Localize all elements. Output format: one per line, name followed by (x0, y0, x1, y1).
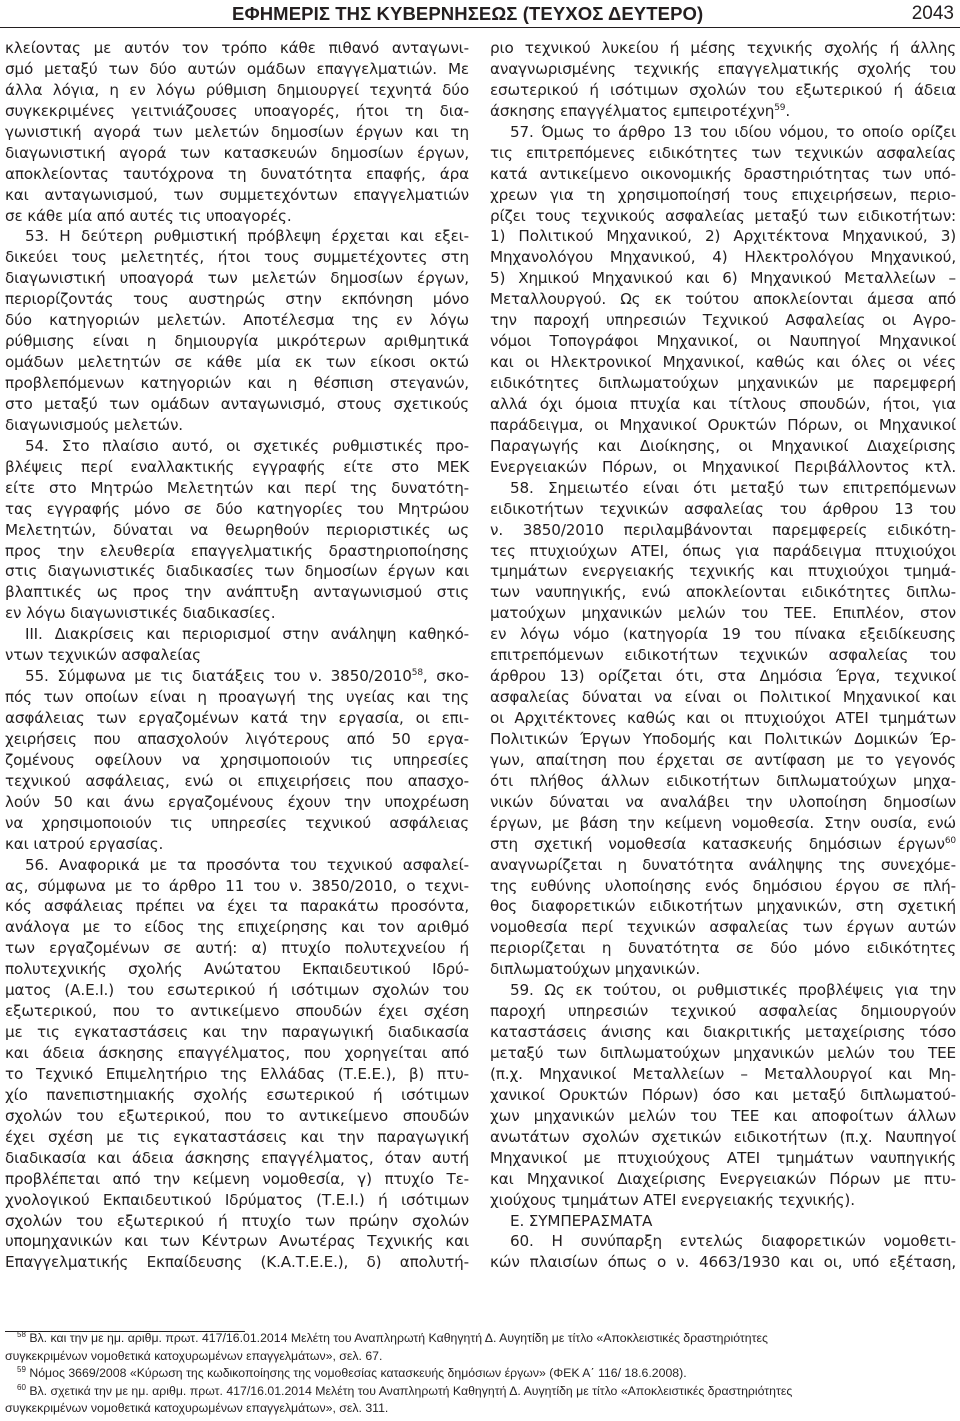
gazette-title: ΕΦΗΜΕΡΙΣ ΤΗΣ ΚΥΒΕΡΝΗΣΕΩΣ (ΤΕΥΧΟΣ ΔΕΥΤΕΡΟ) (232, 3, 704, 24)
text-line (490, 331, 956, 352)
text-line (490, 415, 956, 436)
text-line-content: ασφάλειας των εργαζομένων κατά την εργασία, οι επι- (5, 709, 469, 727)
text-line (490, 373, 956, 394)
text-line (5, 729, 469, 750)
text-line (490, 603, 956, 624)
text-line (5, 520, 469, 541)
text-line-content: ματούχων μηχανικών μελών του ΤΕΕ. Επιπλέον, στον (490, 604, 956, 623)
text-line-content: κατά αντικείμενο οικονομικής δραστηριότητας των υπό- (490, 164, 956, 183)
footnote-number: 60 (17, 1382, 26, 1392)
text-line-content: ν. 3850/2010 περιλαμβάνονται παρεμφερείς ειδικότη- (490, 520, 956, 539)
text-line-content: ειδικότητες διπλωματούχων μηχανικών με παρεμφερή (490, 374, 956, 392)
footnote-line (5, 1330, 955, 1348)
text-line (490, 1252, 956, 1273)
text-line (5, 1085, 469, 1106)
text-line (5, 980, 469, 1001)
text-line (5, 415, 469, 436)
text-line-content: καταστάσεις άνισης και διακριτικής μεταχείρισης τόσο (490, 1023, 956, 1042)
text-line-content: σμό μεταξύ των δύο αυτών ομάδων επαγγελματιών. Με (5, 59, 469, 78)
text-line (490, 813, 956, 834)
text-line-content: Επαγγελματικής Εκπαίδευσης (Κ.Α.Τ.Ε.Ε.), δ) απολυτή- (5, 1253, 469, 1272)
footnote-text: συγκεκριμένων νομοθετικά κατοχυρωμένων επαγγελμάτων», σελ. 67. (5, 1348, 383, 1363)
page-header (0, 0, 960, 30)
text-line (5, 1001, 469, 1022)
text-line-content: χειρήσεις που απασχολούν λιγότερους από 50 εργα- (5, 729, 469, 748)
text-line-content: τες πτυχιούχων ΑΤΕΙ, όπως για παράδειγμα πτυχιούχοι (490, 541, 956, 560)
text-line (5, 1169, 469, 1190)
text-line-content: χίο πανεπιστημιακής σχολής εσωτερικού ή ισότιμων (5, 1085, 469, 1104)
text-line-content: χανικοί Ορυκτών Πόρων) όσο και μεταξύ διπλωματού- (490, 1085, 956, 1104)
text-line (490, 938, 956, 959)
text-line-content: προβλεπόμενων κατηγοριών και η θέσπιση στεγανών, (5, 374, 469, 392)
text-line-content: τμημάτων ενεργειακής τεχνικής και πτυχιούχοι τμημά- (490, 562, 956, 581)
text-line-content: 60. Η συνύπαρξη εντελώς διαφορετικών νομοθετι- (510, 1232, 956, 1251)
text-line-content: σχολών του εξωτερικού ή πτυχίο των πρώην σχολών (5, 1211, 469, 1230)
text-line (490, 122, 956, 143)
text-line (490, 185, 956, 206)
text-line (490, 624, 956, 645)
text-line-content: στη σχετική νομοθεσία κατασκευής δημόσιων έργων (490, 834, 945, 853)
text-line (5, 310, 469, 331)
text-line-content: 53. Η δεύτερη ρυθμιστική πρόβλεψη έρχεται και εξει- (25, 227, 469, 246)
text-line (490, 352, 956, 373)
text-line-content: δύο κατηγοριών μελετών. Αποτέλεσμα της εν λόγω (5, 311, 469, 330)
text-line-content: κών πλαισίων όπως ο ν. 4663/1930 και οι, υπό εξέταση, (490, 1253, 956, 1272)
text-line (5, 1148, 469, 1169)
text-line (490, 478, 956, 499)
text-line (490, 834, 956, 855)
text-line (5, 1211, 469, 1232)
text-line-content: ΙΙΙ. Διακρίσεις και περιορισμοί στην ανάληψη καθηκό- (25, 625, 469, 644)
text-line (5, 80, 469, 101)
text-line-content: Μεταλλουργού. Ως εκ τούτου αποκλείονται άμεσα από (490, 290, 956, 309)
text-line (490, 645, 956, 666)
text-line-content: 1) Πολιτικού Μηχανικού, 2) Αρχιτέκτονα Μηχανικού, 3) (490, 227, 956, 246)
text-line (5, 896, 469, 917)
header-divider (0, 27, 960, 28)
text-line-content: οι Αρχιτέκτονες καθώς και οι πτυχιούχοι ΑΤΕΙ τμημάτων (490, 709, 956, 727)
text-line (5, 206, 469, 227)
text-line (490, 101, 956, 122)
text-line-content: Μηχανολόγου Μηχανικού, 4) Ηλεκτρολόγου Μηχανικού, (490, 248, 956, 267)
text-line-content: γωνιστική αγορά των μελετών δημοσίων έργων και τη (5, 122, 469, 141)
text-line-content: πολυτεχνικής σχολής Ανώτατου Εκπαιδευτικού Ιδρύ- (5, 960, 469, 979)
text-line-content: είτε στο Μητρώο Μελετητών και περί της δυνατότη- (5, 478, 469, 497)
text-line-content: κλείοντας με αυτόν τον τρόπο κάθε πιθανό ανταγωνι- (5, 39, 469, 57)
text-line (5, 164, 469, 185)
text-line-content: και άδεια άσκησης επαγγέλματος, που χορηγείται από (5, 1044, 469, 1062)
text-line (5, 708, 469, 729)
text-line-content: παροχή υπηρεσιών τεχνικού ασφαλείας δημιουργούν (490, 1002, 956, 1021)
text-line-content: διαγωνιστική αγορά των κατασκευών δημοσίων έργων, (5, 143, 469, 162)
text-line (5, 101, 469, 122)
text-line-content: ειδικοτήτων τεχνικών ασφαλείας του άρθρου 13 του (490, 499, 956, 518)
text-line (5, 352, 469, 373)
text-line-content: έργων, με βάση την κείμενη νομοθεσία. Στην ουσία, ενώ (490, 813, 956, 832)
text-line-content: 57. Όμως το άρθρο 13 του ιδίου νόμου, το οποίο ορίζει (510, 122, 956, 141)
text-line-content: περιορίζεται η δυνατότητα σε δύο μόνο ειδικότητες (490, 939, 956, 958)
text-line (490, 687, 956, 708)
text-line (5, 122, 469, 143)
text-line (490, 1106, 956, 1127)
text-line-content: ρίζει τους τεχνικούς ασφαλείας μεταξύ των ειδικοτήτων: (490, 206, 956, 225)
text-line (490, 520, 956, 541)
text-line-content: νομοθεσία περί τεχνικών ασφαλείας των έργων αυτών (490, 918, 956, 937)
text-line-content: χων μηχανικών μελών του ΤΕΕ και αποφοίτων άλλων (490, 1106, 956, 1125)
text-line-content: κός ασφάλειας πρέπει να έχει τα παρακάτω προσόντα, (5, 897, 469, 916)
text-line-content: χνολογικού Εκπαιδευτικού Ιδρύματος (Τ.Ε.Ι.) ή ισότιμων (5, 1190, 469, 1209)
text-line (490, 750, 956, 771)
text-line (5, 143, 469, 164)
text-line (490, 499, 956, 520)
text-line (490, 917, 956, 938)
text-line-content: βλαπτικές ως προς την ανάπτυξη ανταγωνισμού στις (5, 583, 469, 602)
text-line-content: Ε. ΣΥΜΠΕΡΑΣΜΑΤΑ (510, 1211, 653, 1230)
text-line (490, 1211, 956, 1232)
text-line (490, 541, 956, 562)
text-line-content: θος διαφορετικών ειδικοτήτων μηχανικών, στη σχετική (490, 897, 956, 916)
text-line-content: και ανταγωνισμού, των συμμετεχόντων επαγγελματιών (5, 185, 469, 204)
text-line (5, 687, 469, 708)
text-line-content: ότι πλήθος άλλων ειδικοτήτων διπλωματούχων μηχα- (490, 771, 956, 790)
text-line (490, 959, 956, 980)
text-line-content: τεχνικού ασφάλειας, ενώ οι επιχειρήσεις που απασχο- (5, 771, 469, 790)
text-line-content: γων, απαίτηση που έρχεται σε αντίφαση με το γεγονός (490, 750, 956, 769)
text-line-tail: . (785, 101, 791, 120)
text-line (490, 206, 956, 227)
text-line (490, 1085, 956, 1106)
text-line (490, 771, 956, 792)
text-line (5, 938, 469, 959)
text-line (5, 226, 469, 247)
text-line (5, 603, 469, 624)
footnote-line (5, 1400, 955, 1418)
text-line (5, 666, 469, 687)
text-line (5, 1252, 469, 1273)
text-line-content: ζομένους οφείλουν να χρησιμοποιούν τις υπηρεσίες (5, 750, 469, 769)
text-line (490, 1148, 956, 1169)
text-line (490, 457, 956, 478)
text-line (5, 1022, 469, 1043)
text-line (5, 855, 469, 876)
text-line-content: 5) Χημικού Μηχανικού και 6) Μηχανικού Μεταλλείων – (490, 269, 956, 288)
text-line-content: χρεων για τη χρησιμοποίησή τους επιχειρήσεων, περιο- (490, 185, 956, 204)
text-line-content: περιορίζοντάς τους αυστηρώς στην εκπόνηση μόνο (5, 290, 469, 309)
text-line (5, 1231, 469, 1252)
text-line-content: εν λόγω διαγωνιστικές διαδικασίες. (5, 604, 276, 623)
text-line (490, 38, 956, 59)
text-line (490, 1043, 956, 1064)
footnote-line (5, 1383, 955, 1401)
text-line (490, 143, 956, 164)
text-line-content: διαδικασία και άδεια άσκησης επαγγέλματος, όταν αυτή (5, 1148, 469, 1167)
text-line-content: ριο τεχνικού λυκείου ή μέσης τεχνικής σχολής ή άλλης (490, 39, 956, 57)
text-line-content: στις διαγωνιστικές διαδικασίες των δημοσίων έργων και (5, 562, 469, 581)
text-line-content: αποκλείοντας ταυτόχρονα τη δυνατότητα επαφής, άρα (5, 164, 469, 183)
text-line-content: 56. Αναφορικά με τα προσόντα του τεχνικού ασφαλεί- (25, 855, 469, 874)
text-line-content: την παροχή υπηρεσιών Τεχνικού Ασφαλείας οι Αγρο- (490, 311, 956, 330)
text-line-content: παράδειγμα, οι Μηχανικοί Ορυκτών Πόρων, οι Μηχανικοί (490, 415, 956, 434)
text-line (490, 855, 956, 876)
text-line (5, 247, 469, 268)
footnote-number: 59 (17, 1365, 26, 1375)
text-line-content: να χρησιμοποιούν τις υπηρεσίες τεχνικού ασφάλειας (5, 813, 469, 832)
text-line-content: Πολιτικών Έργων Υποδομής και Πολιτικών Δομικών Έρ- (490, 729, 956, 748)
footnote-line (5, 1348, 955, 1366)
text-line (490, 268, 956, 289)
text-line (490, 226, 956, 247)
text-line-content: άλλα λόγια, η εν λόγω ρύθμιση δημιουργεί τεχνητά δύο (5, 80, 469, 99)
text-line-content: εν λόγω νόμο (κατηγορία 19 του πίνακα εξειδίκευσης (490, 625, 956, 644)
text-line (5, 876, 469, 897)
text-line-content: τας εγγραφής μόνο σε δύο κατηγορίες του Μητρώου (5, 499, 469, 518)
text-line (5, 38, 469, 59)
footnote-text: Βλ. σχετικά την με ημ. αριθμ. πρωτ. 417/16.01.2014 Μελέτη του Αναπληρωτή Καθηγητή Δ. Αυγητίδη με τίτλο «Αποκλειστικές δραστηριότητες (29, 1383, 793, 1398)
footnote-reference: 60 (944, 835, 956, 846)
text-line-content: ρύθμισης είναι η δημιουργία μικρότερων αριθμητικά (5, 332, 469, 351)
footnote-text: Βλ. και την με ημ. αριθμ. πρωτ. 417/16.01.2014 Μελέτη του Αναπληρωτή Καθηγητή Δ. Αυγητίδη με τίτλο «Αποκλειστικές δραστηριότητες (29, 1331, 768, 1345)
text-line (490, 1001, 956, 1022)
text-line (5, 1043, 469, 1064)
text-line (5, 499, 469, 520)
text-line (5, 373, 469, 394)
text-line-content: τις επιτρεπόμενες ειδικότητες των τεχνικών ασφαλείας (490, 143, 956, 162)
text-line-content: έχει σχέση με τις εγκαταστάσεις και την παραγωγική (5, 1127, 469, 1146)
text-line-content: 55. Σύμφωνα με τις διατάξεις του ν. 3850/2010 (25, 667, 412, 686)
text-line (5, 792, 469, 813)
text-line-content: ματος (Α.Ε.Ι.) του εσωτερικού ή ισότιμων σχολών του (5, 981, 469, 1000)
text-line (5, 917, 469, 938)
text-line-content: χιούχους τμημάτων ΑΤΕΙ ενεργειακής τεχνικής). (490, 1190, 855, 1209)
text-line (5, 582, 469, 603)
text-line-content: υπομηχανικών και των Κέντρων Ανωτέρας Τεχνικής και (5, 1232, 469, 1251)
text-line-content: και ιατρού εργασίας. (5, 834, 164, 853)
text-line-content: εξωτερικού, που το αντικείμενο σπουδών έχει σχέση (5, 1002, 469, 1021)
text-line (5, 59, 469, 80)
text-line (490, 1231, 956, 1252)
text-line-content: στο μεταξύ των ομάδων ανταγωνισμό, στους σχετικούς (5, 394, 469, 413)
text-line-content: άσκησης επαγγέλματος εμπειροτέχνη (490, 101, 775, 120)
text-line (5, 771, 469, 792)
text-line (5, 1064, 469, 1085)
footnote-text: συγκεκριμένων νομοθετικά κατοχυρωμένων επαγγελμάτων», σελ. 311. (5, 1401, 389, 1416)
text-line (490, 896, 956, 917)
text-line (490, 289, 956, 310)
text-line (490, 1169, 956, 1190)
text-line-content: 59. Ως εκ τούτου, οι ρυθμιστικές προβλέψεις για την (510, 981, 956, 1000)
text-line-content: της ευθύνης υλοποίησης ενός δημόσιου έργου σε πλή- (490, 876, 956, 895)
text-line (490, 582, 956, 603)
text-line (490, 1190, 956, 1211)
text-line-content: δικεύει τους μελετητές, ήτοι τους συμμετέχοντες στη (5, 248, 469, 267)
text-line-content: ανάλογα με το είδος της επιχείρησης και τον αριθμό (5, 918, 469, 937)
text-line-content: ας, σύμφωνα με το άρθρο 11 του ν. 3850/2010, ο τεχνι- (5, 876, 469, 895)
text-line-content: προς την ελευθερία επαγγελματικής δραστηριοποίησης (5, 541, 469, 560)
text-line-content: ανωτάτων σχολών σχετικών ειδικοτήτων (π.χ. Ναυπηγοί (490, 1127, 956, 1146)
text-line (5, 289, 469, 310)
text-line (490, 729, 956, 750)
text-line (5, 185, 469, 206)
text-line (5, 645, 469, 666)
text-line-content: διπλωματούχων μηχανικών. (490, 960, 701, 979)
text-line-content: αναγνωρίζεται η δυνατότητα ανάληψης της συνεχόμε- (490, 855, 956, 874)
text-line-content: (π.χ. Μηχανικοί Μεταλλείων – Μεταλλουργοί και Μη- (490, 1064, 956, 1083)
text-line (490, 394, 956, 415)
text-line-content: με τις εγκαταστάσεις και την παραγωγική διαδικασία (5, 1023, 469, 1042)
text-line (490, 708, 956, 729)
text-line-content: και οι Ηλεκτρονικοί Μηχανικοί, καθώς και όλες οι νέες (490, 353, 956, 372)
text-line (490, 1064, 956, 1085)
text-line-content: πός των οποίων είναι η προαγωγή της υγείας και της (5, 688, 469, 707)
text-line-content: βλέψεις περί εναλλακτικής εγγραφής είτε στο ΜΕΚ (5, 457, 469, 476)
text-line (5, 457, 469, 478)
text-line-content: διαγωνισμούς μελετών. (5, 415, 183, 434)
left-text-column (5, 38, 469, 1273)
text-line (490, 436, 956, 457)
footnote-reference: 58 (411, 668, 423, 679)
text-line-content: νικών δύναται να αναλάβει την υλοποίηση δημοσίων (490, 792, 956, 811)
text-line (5, 394, 469, 415)
text-line-content: αναγνωρισμένης τεχνικής επαγγελματικής σχολής του (490, 59, 956, 78)
text-line (490, 1022, 956, 1043)
text-line-content: σε κάθε μία από αυτές τις υποαγορές. (5, 206, 292, 225)
footnotes (5, 1330, 955, 1418)
text-line (5, 959, 469, 980)
text-line (490, 876, 956, 897)
text-line-tail: , σκο- (422, 667, 469, 686)
text-line (5, 1127, 469, 1148)
text-line-content: ντων τεχνικών ασφαλείας (5, 646, 201, 665)
text-line-content: των εργαζομένων σε αυτή: α) πτυχίο πολυτεχνείου ή (5, 939, 469, 958)
text-line (490, 980, 956, 1001)
text-line (5, 813, 469, 834)
footnote-number: 58 (17, 1330, 26, 1339)
text-line (5, 624, 469, 645)
text-line-content: νόμοι Τοπογράφοι Μηχανικοί, οι Ναυπηγοί Μηχανικοί (490, 332, 956, 351)
text-line (490, 666, 956, 687)
text-line-content: 54. Στο πλαίσιο αυτό, οι σχετικές ρυθμιστικές προ- (25, 436, 469, 455)
text-line (5, 1106, 469, 1127)
text-line-content: αλλά όχι όμοια πτυχία και τίτλους σπουδών, ήτοι, για (490, 394, 956, 413)
text-line (490, 80, 956, 101)
text-line (490, 164, 956, 185)
right-text-column (490, 38, 956, 1273)
text-line (490, 792, 956, 813)
text-line-content: εσωτερικού ή ισότιμων σχολών του εξωτερικού ή άδεια (490, 80, 956, 99)
text-line-content: 58. Σημειωτέο είναι ότι μεταξύ των επιτρεπόμενων (510, 478, 956, 497)
text-line (490, 310, 956, 331)
text-line (5, 750, 469, 771)
footnote-line (5, 1365, 955, 1383)
text-line (5, 331, 469, 352)
text-line-content: το Τεχνικό Επιμελητήριο της Ελλάδας (Τ.Ε.Ε.), β) πτυ- (5, 1064, 469, 1083)
text-line (5, 268, 469, 289)
text-line-content: σχολών του εξωτερικού, που το αντικείμενο σπουδών (5, 1106, 469, 1125)
text-line-content: Μηχανικοί με πτυχιούχους ΑΤΕΙ τμημάτων ναυπηγικής (490, 1148, 956, 1167)
page-number: 2043 (911, 3, 954, 24)
text-line (490, 1127, 956, 1148)
text-line-content: λούν 50 και άνω εργαζομένους έχουν την υποχρέωση (5, 792, 469, 811)
text-line-content: άρθρου 13) ορίζεται ότι, στα Δημόσια Έργα, τεχνικοί (490, 667, 956, 686)
text-line-content: και Μηχανικοί Διαχείρισης Ενεργειακών Πόρων με πτυ- (490, 1169, 956, 1188)
text-line-content: επιτρεπόμενων ειδικοτήτων τεχνικών ασφαλείας του (490, 646, 956, 665)
text-line-content: Ενεργειακών Πόρων, οι Μηχανικοί Περιβάλλοντος κτλ. (490, 457, 956, 476)
text-line-content: των ναυπηγικής, ενώ αποκλείονται ειδικότητες διπλω- (490, 583, 956, 602)
text-line (490, 561, 956, 582)
text-line (5, 541, 469, 562)
text-line-content: μεταξύ των διπλωματούχων μηχανικών μελών του ΤΕΕ (490, 1044, 956, 1062)
text-line-content: συγκεκριμένες γειτνιάζουσες υποαγορές, ήτοι τη δια- (5, 101, 469, 120)
text-line (490, 247, 956, 268)
text-line (5, 834, 469, 855)
text-line-content: διαγωνιστική υποαγορά των μελετών δημοσίων έργων, (5, 269, 469, 288)
text-line-content: ασφαλείας δύναται να είναι οι Πολιτικοί Μηχανικοί και (490, 688, 956, 707)
text-line (490, 59, 956, 80)
text-line-content: Παραγωγής και Διοίκησης, οι Μηχανικοί Διαχείρισης (490, 436, 956, 455)
text-line (5, 478, 469, 499)
text-line (5, 436, 469, 457)
text-line-content: ομάδων μελετητών σε κάθε μία εκ των είκοσι οκτώ (5, 353, 469, 372)
text-line-content: Μελετητών, δύναται να θεωρηθούν περιοριστικές ως (5, 520, 469, 539)
footnote-reference: 59 (774, 102, 786, 113)
text-line-content: προβλέπεται από την κείμενη νομοθεσία, γ) πτυχίο Τε- (5, 1169, 469, 1188)
text-line (5, 1190, 469, 1211)
text-line (5, 561, 469, 582)
footnote-text: Νόμος 3669/2008 «Κύρωση της κωδικοποίησης της νομοθεσίας κατασκευής δημόσιων έργων» (ΦΕΚ Α΄ 116/ 18.6.2008). (29, 1366, 687, 1381)
